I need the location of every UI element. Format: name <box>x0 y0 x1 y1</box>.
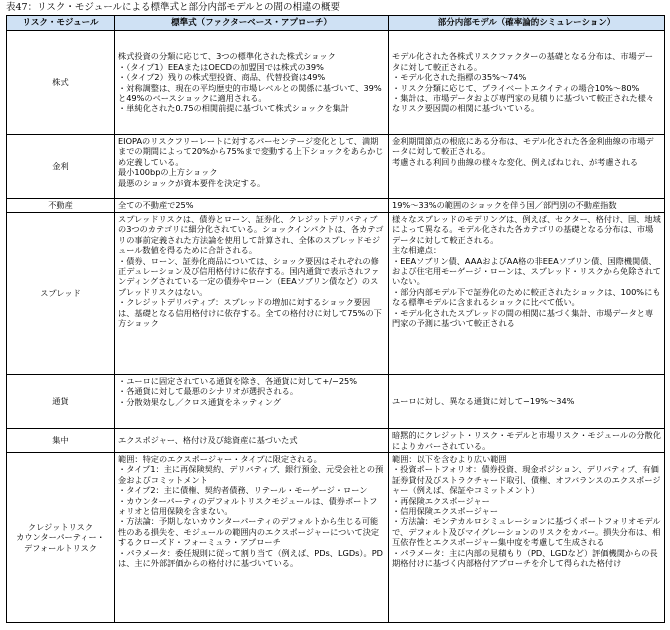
internal-cell <box>389 213 665 375</box>
text-line: ・投資ポートフォリオ：債券投資、現金ポジション、デリバティブ、有価証券貸付及びストラクチャード取引、債権、オフバランスのエクスポージャー（例えば、保証やコミットメント） <box>392 464 661 496</box>
text-line: 19%～33%の範囲のショックを伴う国／部門別の不動産指数 <box>392 200 617 211</box>
text-line: ・（タイプ1）EEAまたはOECDの加盟国では株式の39% <box>118 61 324 72</box>
text-line: 暗黙的にクレジット・リスク・モデルと市場リスク・モジュールの分散化によりカバーされている。 <box>392 430 661 451</box>
text-line: ユーロに対し、異なる通貨に対して−19%～34% <box>392 396 575 407</box>
text-line: EIOPAのリスクフリーレートに対するパーセンテージ変化として、満期までの期間によって20%から75%まで変動する上下ショックをあらかじめ定義している。 <box>118 136 384 167</box>
text-line: ・単純化された0.75の相関前提に基づいて株式ショックを集計 <box>118 103 349 114</box>
text-line: ・ユーロに固定されている通貨を除き、各通貨に対して+/−25% <box>118 376 358 386</box>
text-line: ・方法論：予期しないカウンターパーティのデフォルトから生じる可能性のある損失を、モジュールの範囲内のエクスポージャーについて決定するクローズド・フォーミュラ・アプローチ <box>118 516 380 548</box>
risk-name: クレジットリスク カウンターパーティー・ デフォールトリスク <box>7 453 115 623</box>
standard-cell <box>115 375 389 429</box>
text-line: 全ての不動産で25% <box>118 200 194 211</box>
risk-name: 金利 <box>7 135 115 199</box>
internal-cell <box>389 375 665 429</box>
standard-cell <box>115 31 389 135</box>
header-row <box>7 16 665 31</box>
text-line: ・パラメータ：委任規則に従って割り当て（例えば、PDs、LGDs）。PDは、主に外部評価からの格付けに基づいている。 <box>118 547 383 569</box>
row-real-estate <box>7 199 665 213</box>
internal-cell <box>389 453 665 623</box>
row-currency <box>7 375 665 429</box>
text-line: 範囲：特定のエクスポージャー・タイプに限定される。 <box>118 454 322 464</box>
text-line: ・リスク分類に応じて、プライベートエクイティの場合10%～80% <box>392 82 640 93</box>
table-title: 表47：リスク・モジュールによる標準式と部分内部モデルとの間の相違の概要 <box>6 2 341 13</box>
text-line: 範囲：以下を含むより広い範囲 <box>392 454 507 464</box>
text-line: 金利期間節点の根底にある分布は、モデル化された各金利曲線の市場データに対して較正される。 <box>392 136 654 157</box>
header-risk-module: リスク・モジュール <box>7 16 115 31</box>
text-line: ・カウンターパーティのデフォルトリスクモジュールは、債券ポートフォリオと信用保険を含まない。 <box>118 495 378 517</box>
internal-cell <box>389 429 665 453</box>
text-line: ・部分内部モデル下で証券化のために較正されたショックは、100%にもなる標準モデルに含まれるショックに比べて低い。 <box>392 286 661 308</box>
row-spread <box>7 213 665 375</box>
text-line: ・分散効果なし／クロス通貨をネッティング <box>118 396 281 407</box>
comparison-table <box>6 15 665 623</box>
text-line: ・タイプ2：主に債権、契約者債務、リテール・モーゲージ・ローン <box>118 485 368 496</box>
text-line: ・モデル化された指標の35%～74% <box>392 72 527 83</box>
text-line: 考慮される利回り曲線の様々な変化、例えばねじれ、が考慮される <box>392 156 639 167</box>
text-line: ・方法論：モンテカルロシミュレーションに基づくポートフォリオモデルで、デフォルト及びマイグレーションのリスクをカバー。損失分布は、相互依存性とエクスポージャー集中度を考慮して生成される <box>392 516 661 548</box>
risk-name: 株式 <box>7 31 115 135</box>
internal-cell <box>389 199 665 213</box>
internal-cell <box>389 135 665 199</box>
standard-cell <box>115 213 389 375</box>
text-line: 主な相違点： <box>392 245 442 256</box>
text-line: 最小100bpの上方ショック <box>118 167 218 178</box>
text-line: ・EEAソブリン債、AAAおよびAA格の非EEAソブリン債、国際機関債、および住宅用モーゲージ・ローンは、スプレッド・リスクから免除されていない。 <box>392 255 661 287</box>
internal-cell <box>389 31 665 135</box>
text-line: ・モデル化されたスプレッドの間の相関に基づく集計、市場データと専門家の予測に基づいて較正される <box>392 307 654 329</box>
standard-cell <box>115 429 389 453</box>
text-line: ・（タイプ2）残りの株式型投資、商品、代替投資は49% <box>118 72 326 83</box>
text-line: ・債券、ローン、証券化商品については、ショック要因はそれぞれの修正デュレーション及び信用格付けに依存する。国内通貨で表示されファンディングされている一定の債券やローン（EEAソブリン債など）のスプレッドリスクはない。 <box>118 255 380 297</box>
risk-name: スプレッド <box>7 213 115 375</box>
text-line: ・タイプ1：主に再保険契約、デリバティブ、銀行預金、元受会社との預金およびコミットメント <box>118 464 384 485</box>
header-partial-internal-model: 部分内部モデル（確率論的シミュレーション） <box>389 16 665 31</box>
text-line: ・信用保険エクスポージャー <box>392 506 499 517</box>
row-interest-rate <box>7 135 665 199</box>
text-line: 最悪のショックが資本要件を決定する。 <box>118 177 266 188</box>
risk-name: 集中 <box>7 429 115 453</box>
text-line: スプレッドリスクは、債券とローン、証券化、クレジットデリバティブの3つのカテゴリに細分化されている。ショックインパクトは、各カテゴリの事前定義された方法論を使用して計算され、全体のスプレッドモジュール数値を得るために合計される。 <box>118 214 384 256</box>
row-equity <box>7 31 665 135</box>
standard-cell <box>115 135 389 199</box>
risk-name: 不動産 <box>7 199 115 213</box>
text-line: ・再保険エクスポージャー <box>392 495 490 506</box>
risk-name: 通貨 <box>7 375 115 429</box>
text-line: ・集計は、市場データおよび専門家の見積りに基づいて較正された様々なリスク要因間の相関に基づいている。 <box>392 92 655 114</box>
row-credit-risk <box>7 453 665 623</box>
text-line: モデル化された各株式リスクファクターの基礎となる分布は、市場データに対して較正される。 <box>392 51 654 72</box>
standard-cell <box>115 199 389 213</box>
text-line: ・対称調整は、現在の平均歴史的市場レベルとの関係に基づいて、39%と49%のベースショックに適用される。 <box>118 82 382 103</box>
text-line: 様々なスプレッドのモデリングは、例えば、セクター、格付け、国、地域によって異なる。モデル化された各カテゴリの基礎となる分布は、市場データに対して較正される。 <box>392 214 661 245</box>
header-standard-formula: 標準式（ファクターベース・アプローチ） <box>115 16 389 31</box>
row-concentration <box>7 429 665 453</box>
text-line: エクスポジャー、格付け及び総資産に基づいた式 <box>118 435 298 446</box>
text-line: ・各通貨に対して最悪のシナリオが選択される。 <box>118 386 299 397</box>
text-line: 株式投資の分類に応じて、3つの標準化された株式ショック <box>118 51 336 62</box>
text-line: ・パラメータ：主に内部の見積もり（PD、LGDなど）評価機関からの長期格付けに基づく内部格付アプローチを介して得られた格付け <box>392 547 658 569</box>
text-line: ・クレジットデリバティブ：スプレッドの増加に対するショック要因は、基礎となる信用格付けに依存する。全ての格付けに対して75%の下方ショック <box>118 297 382 329</box>
standard-cell <box>115 453 389 623</box>
